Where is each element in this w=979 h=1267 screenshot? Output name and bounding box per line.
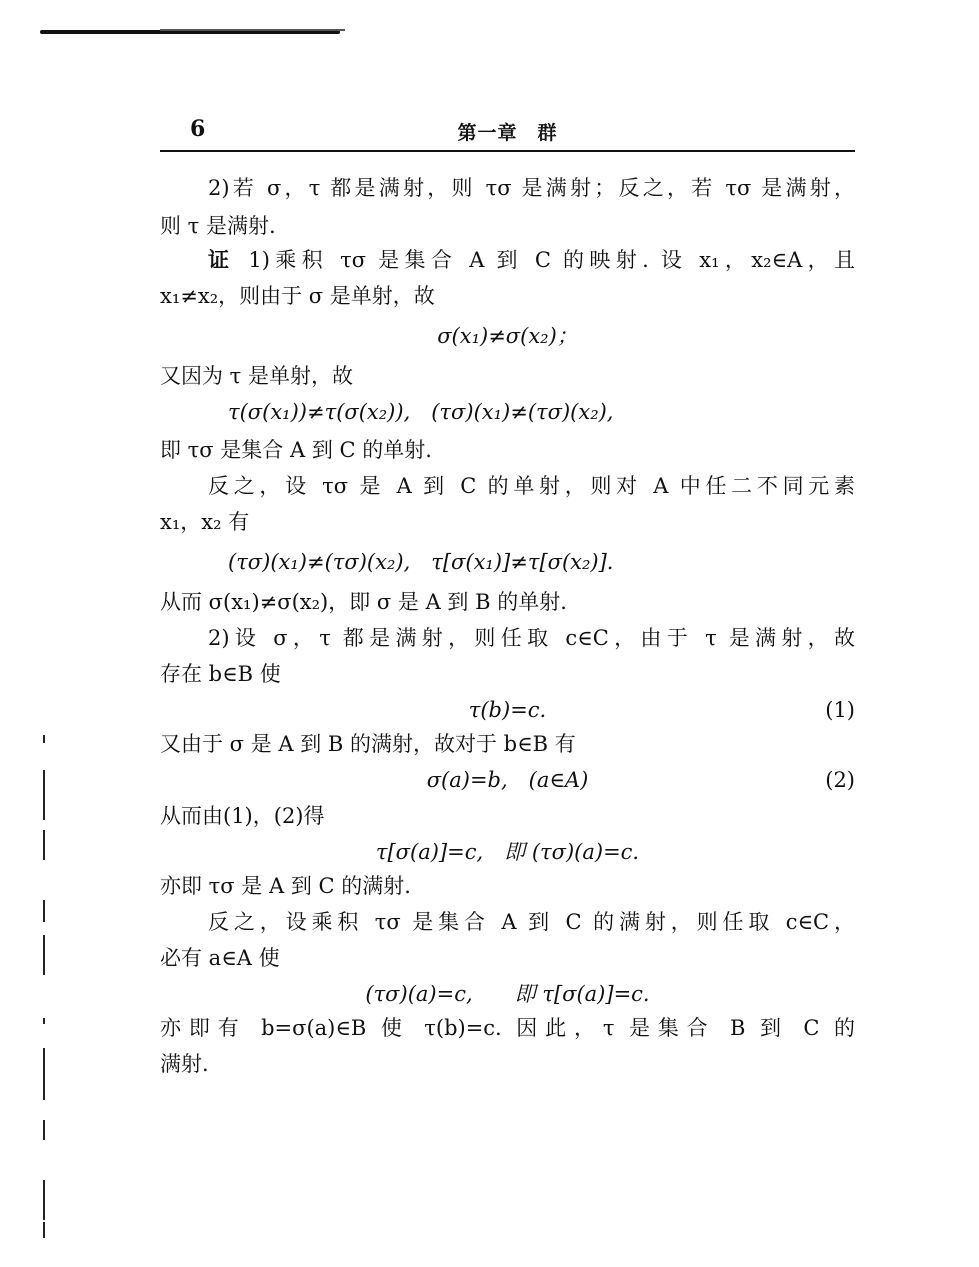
scan-artifact-mark [43, 1018, 45, 1024]
text-line: 从而 σ(x₁)≠σ(x₂)，即 σ 是 A 到 B 的单射. [160, 590, 567, 614]
text-line: 2)若 σ，τ 都是满射，则 τσ 是满射；反之，若 τσ 是满射， [208, 176, 855, 200]
equation-number: (1) [825, 698, 855, 722]
text-line: 即 τσ 是集合 A 到 C 的单射. [160, 438, 432, 462]
formula: σ(x₁)≠σ(x₂)； [437, 324, 578, 348]
text-line: 亦即 τσ 是 A 到 C 的满射. [160, 874, 411, 898]
header-rule [160, 150, 855, 152]
text-line: 从而由(1)，(2)得 [160, 804, 325, 828]
scan-artifact-bar-thin [160, 29, 345, 31]
scan-artifact-mark [43, 1222, 45, 1238]
page-number: 6 [190, 116, 206, 142]
scan-artifact-mark [43, 830, 45, 860]
text-line: 必有 a∈A 使 [160, 946, 280, 970]
text-line: 1)乘积 τσ 是集合 A 到 C 的映射. 设 x₁，x₂∈A，且 [248, 248, 855, 272]
formula: (τσ)(x₁)≠(τσ)(x₂), τ[σ(x₁)]≠τ[σ(x₂)]. [228, 550, 614, 574]
scan-artifact-mark [43, 735, 45, 743]
formula: τ(σ(x₁))≠τ(σ(x₂)), (τσ)(x₁)≠(τσ)(x₂), [228, 400, 614, 424]
running-title: 第一章 群 [457, 122, 558, 144]
scan-artifact-mark [43, 770, 45, 820]
text-line: 则 τ 是满射. [160, 214, 276, 238]
proof-line [208, 246, 855, 274]
text-line: 2)设 σ，τ 都是满射，则任取 c∈C，由于 τ 是满射，故 [208, 626, 855, 650]
proof-label: 证 [208, 247, 235, 272]
text-line: 满射. [160, 1052, 209, 1076]
scan-artifact-mark [43, 935, 45, 975]
formula: τ(b)=c. [468, 698, 547, 722]
scan-artifact-mark [43, 1180, 45, 1220]
formula: σ(a)=b, (a∈A) [426, 768, 589, 792]
text-line: x₁，x₂ 有 [160, 510, 250, 534]
scan-artifact-mark [43, 1048, 45, 1100]
text-line: 又由于 σ 是 A 到 B 的满射，故对于 b∈B 有 [160, 732, 576, 756]
text-line: 亦即有 b=σ(a)∈B 使 τ(b)=c. 因此，τ 是集合 B 到 C 的 [160, 1016, 855, 1040]
equation-row [160, 696, 855, 724]
scan-artifact-mark [43, 1120, 45, 1140]
page-header [160, 116, 855, 146]
scan-artifact-mark [43, 900, 45, 922]
formula: (τσ)(a)=c, 即 τ[σ(a)]=c. [365, 982, 650, 1006]
text-line: 反之，设乘积 τσ 是集合 A 到 C 的满射，则任取 c∈C， [208, 910, 855, 934]
text-line: 存在 b∈B 使 [160, 662, 281, 686]
text-line: x₁≠x₂，则由于 σ 是单射，故 [160, 284, 435, 308]
equation-row [160, 766, 855, 794]
formula: τ[σ(a)]=c, 即 (τσ)(a)=c. [375, 840, 640, 864]
text-line: 又因为 τ 是单射，故 [160, 364, 353, 388]
equation-number: (2) [825, 768, 855, 792]
text-line: 反之，设 τσ 是 A 到 C 的单射，则对 A 中任二不同元素 [208, 474, 855, 498]
